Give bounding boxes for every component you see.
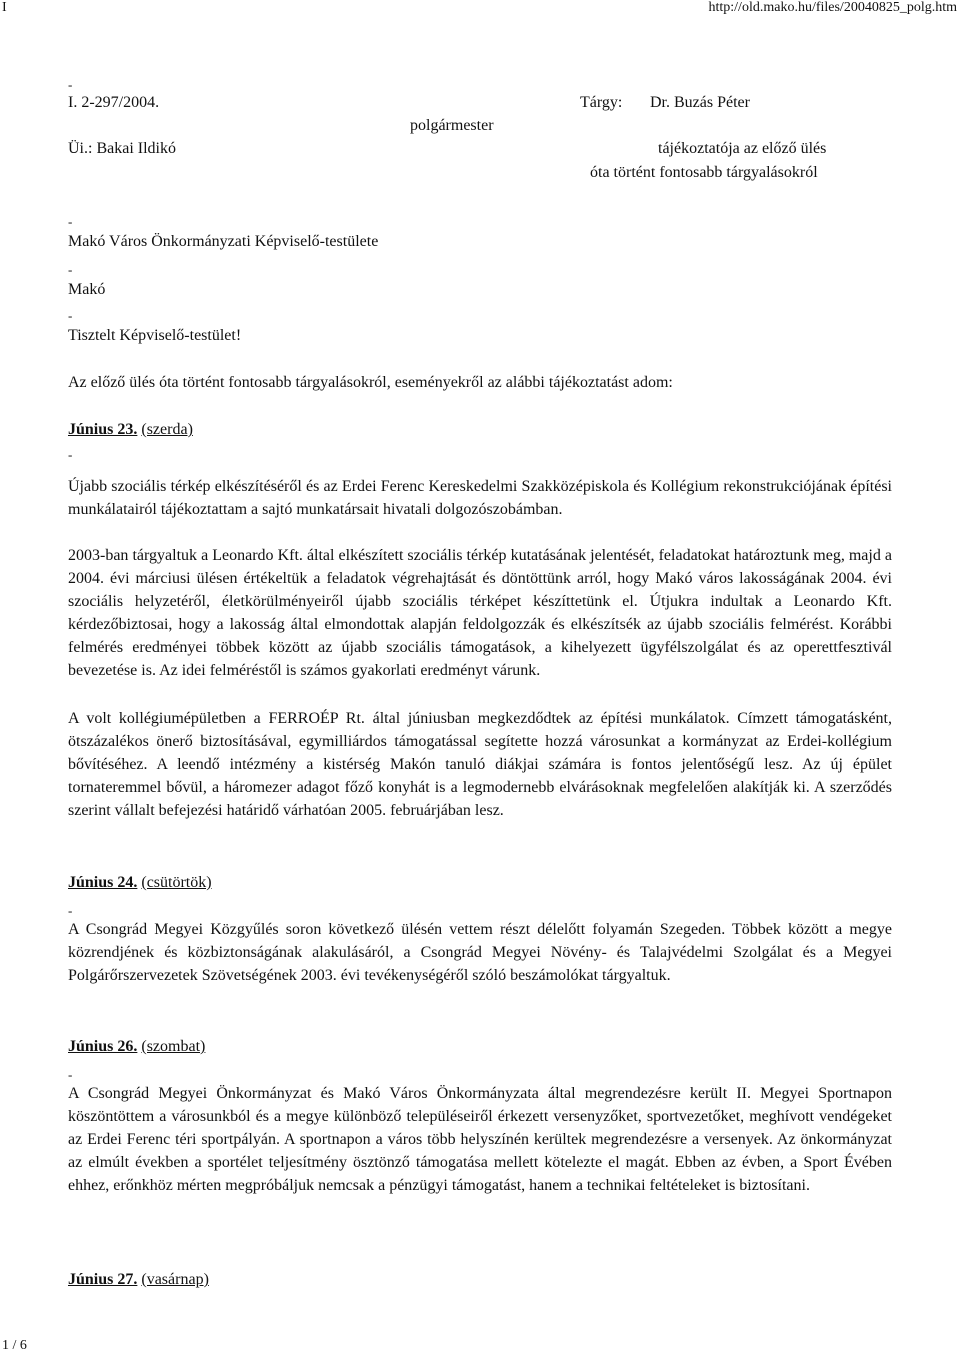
dash-marker: - — [68, 308, 73, 323]
clerk-name: Üi.: Bakai Ildikó — [68, 140, 176, 157]
paragraph: A Csongrád Megyei Közgyűlés soron következő ülésén vettem részt délelőtt folyamán Szegeden. Többek között a megye közrendjének és közbiztonságának alakulásáról, a Csongrád Megyei Növény- és Talajvédelmi Szolgálat és a Megyei Polgárőrszervezetek Szövetségének 2003. évi tevékenységéről szóló beszámolókat tárgyaltuk. — [68, 921, 892, 984]
paragraph: 2003-ban tárgyaltuk a Leonardo Kft. által elkészített szociális térkép kutatásának jelentését, feladatokat határoztunk meg, majd a 2004. évi márciusi ülésen értékeltük a feladatok végrehajtását és döntöttünk arról, hogy Makó város lakosságának 2004. évi szociális helyzetéről, életkörülményeiről újabb szociális térképet készíttetünk el. Útjukra indultak a Leonardo Kft. kérdezőbiztosai, hogy a lakosság által elmondottak alapján feldolgozzák és elkészítsék az újabb szociális felmérést. Korábbi felmérés eredményei többek között az újabb szociális támogatások, a kihelyezett ügyfélszolgálat és az operettfesztivál bevezetése is. Az idei felméréstől is számos gyakorlati eredményt várunk. — [68, 547, 892, 679]
weekday-label: (csütörtök) — [141, 874, 212, 891]
header-left-mark: I — [2, 0, 7, 15]
subject-line-2: óta történt fontosabb tárgyalásokról — [590, 164, 818, 181]
paragraph: Újabb szociális térkép elkészítéséről és az Erdei Ferenc Kereskedelmi Szakközépiskola és Kollégium rekonstrukciójának építési munkálatairól tájékoztattam a sajtó munkatársait hivatali dolgozószobámban. — [68, 478, 892, 518]
section-date-jun27 — [68, 1271, 209, 1289]
header-url: http://old.mako.hu/files/20040825_polg.htm — [708, 0, 957, 15]
dash-marker: - — [68, 903, 73, 918]
dash-marker: - — [68, 262, 73, 277]
reference-number: I. 2-297/2004. — [68, 94, 160, 111]
paragraph: A Csongrád Megyei Önkormányzat és Makó Város Önkormányzata által megrendezésre került II. Megyei Sportnapon köszöntöttem a városunkból és a megye különböző településeiről érkezett versenyzőket, sportvezetőket, meghívott vendégeket az Erdei Ferenc téri sportpályán. A sportnapon a város több helyszínén kerültek megrendezésre a versenyek. Az önkormányzat az elmúlt években a sportélet teljesítmény ösztönző támogatása mellett kötelezte el magát. Ebben az évben, a Sport Évében ehhez, erőnkhöz mérten megpróbáljuk nemcsak a pénzügyi támogatást, hanem a technikai feltételeket is biztosítani. — [68, 1085, 892, 1194]
page-counter: 1 / 6 — [2, 1338, 27, 1353]
weekday-label: (vasárnap) — [141, 1271, 209, 1288]
section-date-jun24 — [68, 874, 212, 892]
paragraph: A volt kollégiumépületben a FERROÉP Rt. által júniusban megkezdődtek az építési munkálatok. Címzett támogatásként, ötszázalékos önerő biztosításával, egymilliárdos támogatással segítette hozzá városunkat a kormányzat az Erdei-kollégium bővítéséhez. A leendő intézmény a kistérség Makón tanuló diákjai számára is fontos jelentőségű lesz. Az új épület tornateremmel bővül, a háromezer adagot főző konyhát is a legmodernebb elvárásoknak megfelelően alakítják ki. A szerződés szerint vállalt befejezési határidő várhatóan 2005. februárjában lesz. — [68, 710, 892, 819]
date-label: Június 24. — [68, 874, 138, 891]
dash-marker: - — [68, 214, 73, 229]
intro-text: Az előző ülés óta történt fontosabb tárgyalásokról, eseményekről az alábbi tájékoztatást adom: — [68, 374, 673, 391]
addressee-body: Makó Város Önkormányzati Képviselő-testülete — [68, 233, 379, 250]
addressee-city: Makó — [68, 281, 106, 298]
date-label: Június 27. — [68, 1271, 138, 1288]
subject-name: Dr. Buzás Péter — [650, 94, 750, 111]
subject-role: polgármester — [410, 117, 494, 134]
weekday-label: (szerda) — [141, 421, 193, 438]
dash-marker: - — [68, 447, 73, 462]
date-label: Június 26. — [68, 1038, 138, 1055]
subject-line-1: tájékoztatója az előző ülés — [658, 140, 827, 157]
date-label: Június 23. — [68, 421, 138, 438]
dash-marker: - — [68, 77, 73, 92]
salutation: Tisztelt Képviselő-testület! — [68, 327, 242, 344]
subject-label: Tárgy: — [580, 94, 623, 111]
section-date-jun26 — [68, 1038, 205, 1056]
weekday-label: (szombat) — [141, 1038, 206, 1055]
dash-marker: - — [68, 1067, 73, 1082]
section-date-jun23 — [68, 421, 193, 439]
